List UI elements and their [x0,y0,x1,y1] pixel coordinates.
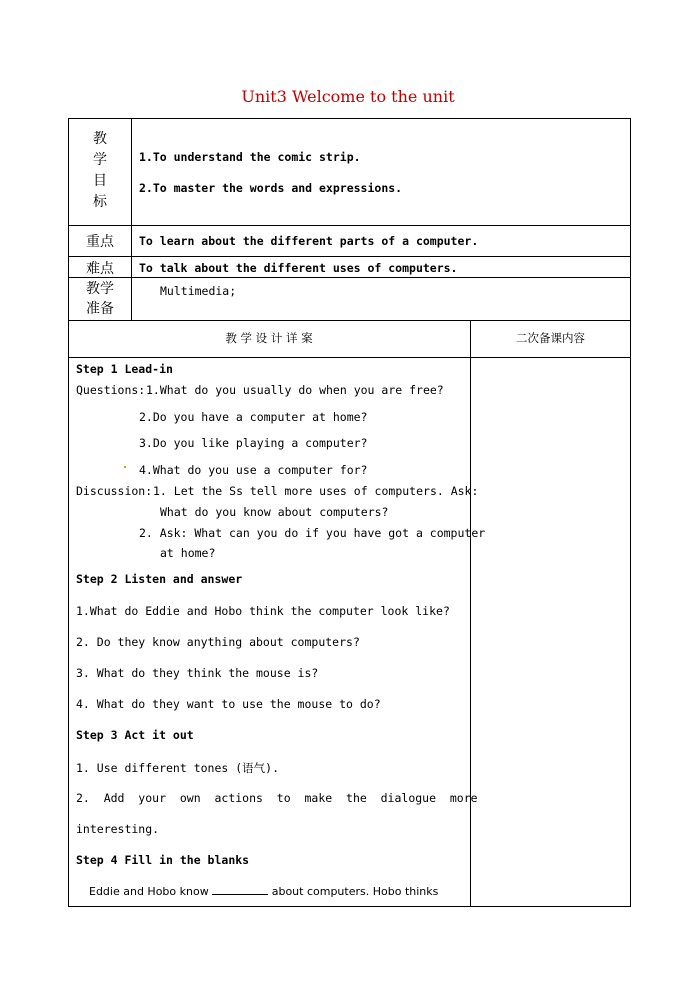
objective-item: 2.To master the words and expressions. [139,181,403,195]
marker-dot [124,466,126,468]
step3-heading: Step 3 Act it out [76,728,194,742]
step2-item: 2. Do they know anything about computers? [76,635,360,649]
questions-prefix: Questions: [76,383,146,397]
objectives-label: 教 学 目 标 [93,131,107,210]
step3-item: 1. Use different tones (语气). [76,761,280,775]
step2-item: 4. What do they want to use the mouse to do? [76,697,381,711]
step2-item: 1.What do Eddie and Hobo think the computer look like? [76,604,450,618]
discussion-item: at home? [160,546,216,560]
info-table-divider [131,118,132,321]
design-table-divider [470,320,471,907]
step4-text: Eddie and Hobo know about computers. Hobo thinks [89,885,439,898]
key-points-text: To learn about the different parts of a computer. [139,234,479,248]
step4-heading: Step 4 Fill in the blanks [76,853,250,867]
question-item: 2.Do you have a computer at home? [139,410,368,424]
preparation-label: 教学 准备 [86,281,114,317]
preparation-text: Multimedia; [160,284,237,298]
objective-item: 1.To understand the comic strip. [139,150,361,164]
step2-item: 3. What do they think the mouse is? [76,666,319,680]
question-item: 1.What do you usually do when you are free? [146,383,444,397]
step3-item: 2. Add your own actions to make the dialogue more [76,791,478,805]
discussion-item: What do you know about computers? [160,505,389,519]
discussion-prefix: Discussion: [76,484,153,498]
step2-heading: Step 2 Listen and answer [76,572,243,586]
question-item: 4.What do you use a computer for? [139,463,368,477]
discussion-item: 2. Ask: What can you do if you have got a computer [139,526,486,540]
key-points-label: 重点 [86,234,114,250]
info-table [68,118,631,321]
question-item: 3.Do you like playing a computer? [139,436,368,450]
step1-heading: Step 1 Lead-in [76,362,173,376]
document-title: Unit3 Welcome to the unit [241,87,455,106]
step3-item: interesting. [76,822,160,836]
difficulties-label: 难点 [86,261,114,277]
difficulties-text: To talk about the different uses of computers. [139,261,458,275]
discussion-item: 1. Let the Ss tell more uses of computers. Ask: [153,484,479,498]
design-header-right: 二次备课内容 [516,331,585,345]
design-header-left: 教 学 设 计 详 案 [225,331,313,345]
fill-blank[interactable] [212,884,268,895]
